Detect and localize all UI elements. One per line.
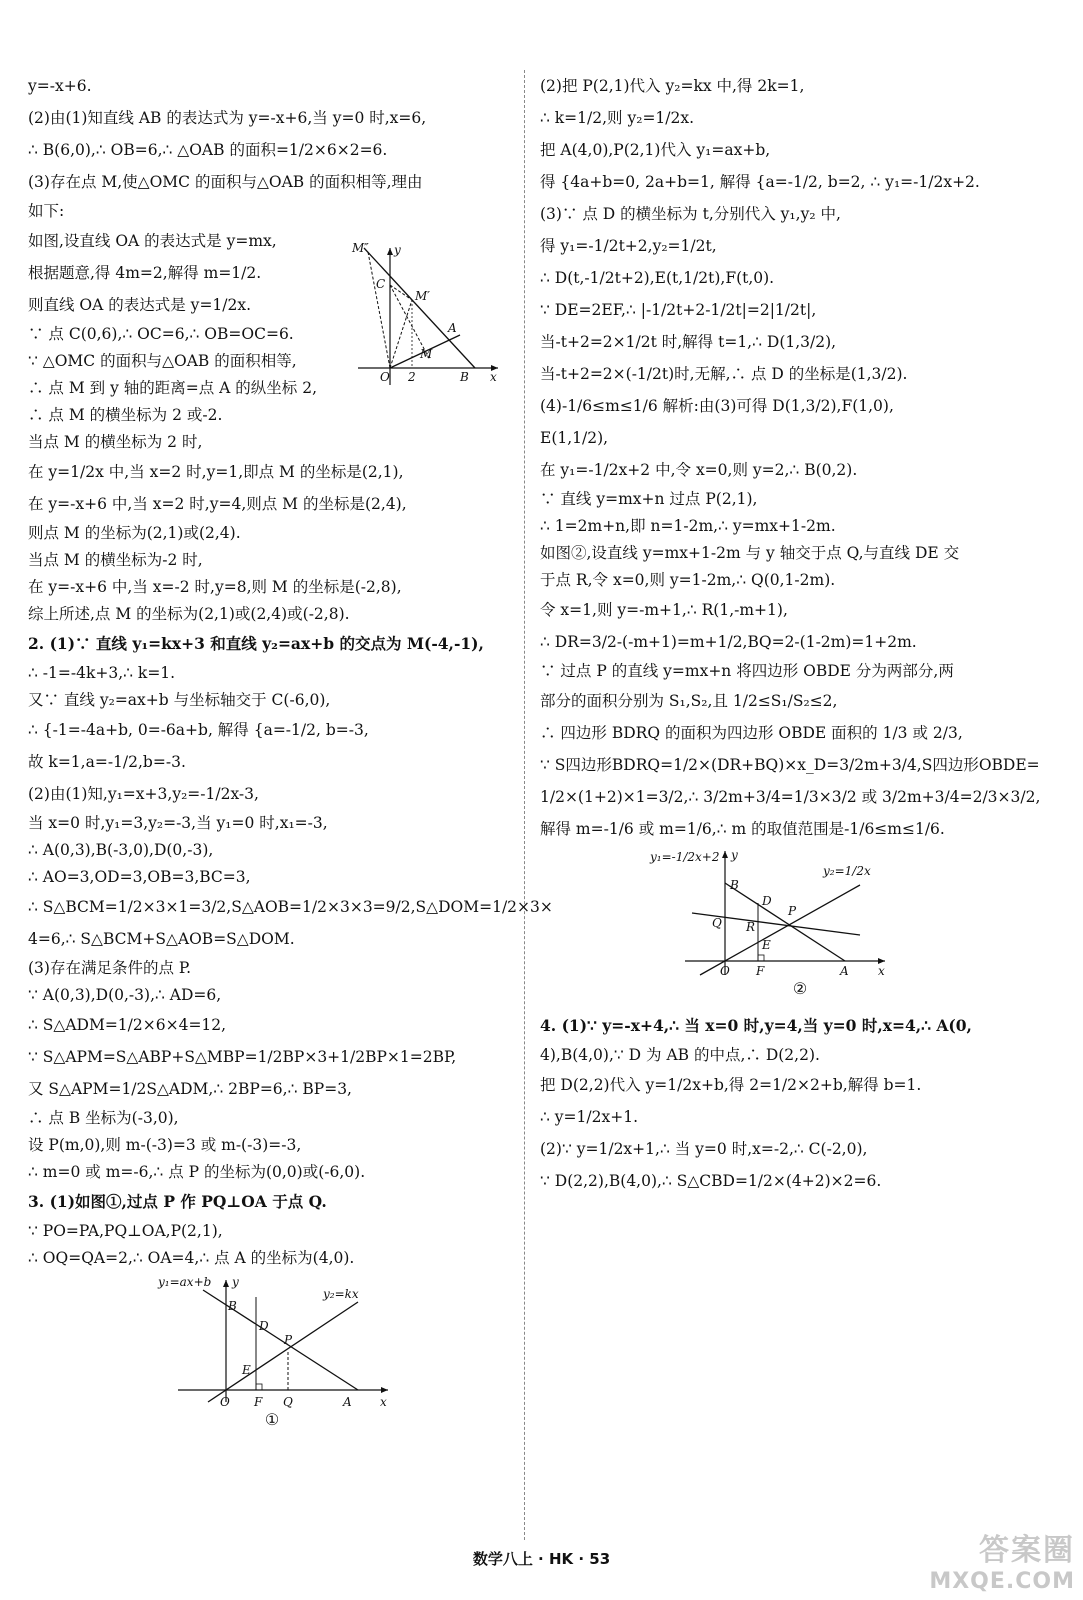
figure-2-label: F xyxy=(756,964,765,978)
text-line: 综上所述,点 M 的坐标为(2,1)或(2,4)或(-2,8). xyxy=(28,605,350,623)
figure-2-label: R xyxy=(746,920,756,934)
figure-2-label: y₁=-1/2x+2 xyxy=(650,850,720,864)
figure-1-label: F xyxy=(254,1395,263,1409)
text-line: 又∵ 直线 y₂=ax+b 与坐标轴交于 C(-6,0), xyxy=(28,691,331,709)
text-line: 得 {4a+b=0, 2a+b=1, 解得 {a=-1/2, b=2, ∴ y₁=-1/2x+2. xyxy=(540,173,980,191)
text-line: ∵ 点 C(0,6),∴ OC=6,∴ OB=OC=6. xyxy=(28,325,294,343)
text-line: ∴ 1=2m+n,即 n=1-2m,∴ y=mx+1-2m. xyxy=(540,517,836,535)
text-line: ∴ OQ=QA=2,∴ OA=4,∴ 点 A 的坐标为(4,0). xyxy=(28,1249,355,1267)
figure-1-label: y₂=kx xyxy=(323,1287,359,1301)
text-line: ∴ AO=3,OD=3,OB=3,BC=3, xyxy=(28,868,251,886)
text-line: ∵ S△APM=S△ABP+S△MBP=1/2BP×3+1/2BP×1=2BP, xyxy=(28,1048,457,1066)
text-line: ∴ k=1/2,则 y₂=1/2x. xyxy=(540,109,695,127)
figure-m-label: 2 xyxy=(408,370,416,384)
text-line: 如下: xyxy=(28,202,65,220)
figure-1-label: O xyxy=(220,1395,230,1409)
figure-m-label: C xyxy=(376,277,386,291)
text-line: ∴ 点 B 坐标为(-3,0), xyxy=(28,1109,179,1127)
figure-1-label: y xyxy=(232,1275,239,1289)
text-line: ∵ A(0,3),D(0,-3),∴ AD=6, xyxy=(28,986,222,1004)
text-line: ∴ D(t,-1/2t+2),E(t,1/2t),F(t,0). xyxy=(540,269,775,287)
text-line: (2)由(1)知,y₁=x+3,y₂=-1/2x-3, xyxy=(28,785,259,803)
text-line: ∴ m=0 或 m=-6,∴ 点 P 的坐标为(0,0)或(-6,0). xyxy=(28,1163,366,1181)
figure-1-label: E xyxy=(242,1363,251,1377)
watermark-url: MXQE.COM xyxy=(929,1569,1075,1594)
text-line: ∴ 点 M 的横坐标为 2 或-2. xyxy=(28,406,223,424)
figure-1-svg xyxy=(28,1272,516,1412)
figure-m-label: x xyxy=(490,370,497,384)
figure-m-label: M′ xyxy=(415,289,431,303)
text-line: (2)∵ y=1/2x+1,∴ 当 y=0 时,x=-2,∴ C(-2,0), xyxy=(540,1140,868,1158)
watermark-text: 答案圈 xyxy=(979,1533,1075,1568)
figure-m-svg xyxy=(350,240,510,390)
figure-1-caption: ① xyxy=(264,1410,280,1429)
text-line: 2. (1)∵ 直线 y₁=kx+3 和直线 y₂=ax+b 的交点为 M(-4,-1), xyxy=(28,634,484,653)
text-line: (3)存在点 M,使△OMC 的面积与△OAB 的面积相等,理由 xyxy=(28,173,423,191)
text-line: 于点 R,令 x=0,则 y=1-2m,∴ Q(0,1-2m). xyxy=(540,571,836,589)
text-line: ∵ PO=PA,PQ⊥OA,P(2,1), xyxy=(28,1222,223,1240)
text-line: ∴ DR=3/2-(-m+1)=m+1/2,BQ=2-(1-2m)=1+2m. xyxy=(540,633,917,651)
text-line: ∵ 过点 P 的直线 y=mx+n 将四边形 OBDE 分为两部分,两 xyxy=(540,662,954,680)
text-line: (3)∵ 点 D 的横坐标为 t,分别代入 y₁,y₂ 中, xyxy=(540,205,841,223)
text-line: ∵ D(2,2),B(4,0),∴ S△CBD=1/2×(4+2)×2=6. xyxy=(540,1172,882,1190)
text-line: 在 y=-x+6 中,当 x=-2 时,y=8,则 M 的坐标是(-2,8), xyxy=(28,578,402,596)
figure-2-label: x xyxy=(878,964,885,978)
figure-2-label: Q xyxy=(712,916,722,930)
text-line: 当点 M 的横坐标为-2 时, xyxy=(28,551,203,569)
text-line: 4. (1)∵ y=-x+4,∴ 当 x=0 时,y=4,当 y=0 时,x=4,∴ A(0, xyxy=(540,1016,972,1035)
figure-2-label: D xyxy=(762,894,772,908)
figure-2 xyxy=(540,845,1060,1010)
text-line: 1/2×(1+2)×1=3/2,∴ 3/2m+3/4=1/3×3/2 或 3/2m+3/4=2/3×3/2, xyxy=(540,788,1041,806)
figure-1-label: B xyxy=(228,1299,237,1313)
text-line: (2)由(1)知直线 AB 的表达式为 y=-x+6,当 y=0 时,x=6, xyxy=(28,109,427,127)
text-line: 当 x=0 时,y₁=3,y₂=-3,当 y₁=0 时,x₁=-3, xyxy=(28,814,328,832)
text-line: (2)把 P(2,1)代入 y₂=kx 中,得 2k=1, xyxy=(540,77,805,95)
text-line: 如图②,设直线 y=mx+1-2m 与 y 轴交于点 Q,与直线 DE 交 xyxy=(540,544,960,562)
page-footer: 数学八上 · HK · 53 xyxy=(472,1550,611,1568)
text-line: 解得 m=-1/6 或 m=1/6,∴ m 的取值范围是-1/6≤m≤1/6. xyxy=(540,820,945,838)
text-line: 则点 M 的坐标为(2,1)或(2,4). xyxy=(28,524,241,542)
text-line: ∴ 四边形 BDRQ 的面积为四边形 OBDE 面积的 1/3 或 2/3, xyxy=(540,724,963,742)
figure-2-caption: ② xyxy=(792,979,808,998)
text-line: 当点 M 的横坐标为 2 时, xyxy=(28,433,203,451)
figure-m xyxy=(350,240,510,390)
text-line: ∴ S△ADM=1/2×6×4=12, xyxy=(28,1016,227,1034)
figure-m-label: M xyxy=(420,347,433,361)
text-line: 当-t+2=2×1/2t 时,解得 t=1,∴ D(1,3/2), xyxy=(540,333,837,351)
text-line: y=-x+6. xyxy=(28,77,92,95)
figure-2-label: y₂=1/2x xyxy=(823,864,871,878)
figure-2-label: B xyxy=(730,878,739,892)
problem-4 xyxy=(540,1010,1060,1197)
text-line: 4),B(4,0),∵ D 为 AB 的中点,∴ D(2,2). xyxy=(540,1046,820,1064)
figure-1-label: A xyxy=(343,1395,352,1409)
figure-2-svg xyxy=(540,845,1060,983)
text-line: 在 y₁=-1/2x+2 中,令 x=0,则 y=2,∴ B(0,2). xyxy=(540,461,858,479)
text-line: 在 y=-x+6 中,当 x=2 时,y=4,则点 M 的坐标是(2,4), xyxy=(28,495,407,513)
text-line: 则直线 OA 的表达式是 y=1/2x. xyxy=(28,296,252,314)
text-line: (4)-1/6≤m≤1/6 解析:由(3)可得 D(1,3/2),F(1,0), xyxy=(540,397,894,415)
text-line: 4=6,∴ S△BCM+S△AOB=S△DOM. xyxy=(28,930,295,948)
figure-1-label: D xyxy=(259,1319,269,1333)
text-line: 把 A(4,0),P(2,1)代入 y₁=ax+b, xyxy=(540,141,771,159)
figure-2-label: y xyxy=(731,848,738,862)
figure-1-label: Q xyxy=(283,1395,293,1409)
figure-2-label: E xyxy=(762,938,771,952)
text-line: 在 y=1/2x 中,当 x=2 时,y=1,即点 M 的坐标是(2,1), xyxy=(28,463,404,481)
text-line: ∴ -1=-4k+3,∴ k=1. xyxy=(28,664,176,682)
figure-1-label: y₁=ax+b xyxy=(158,1275,212,1289)
text-line: ∵ DE=2EF,∴ |-1/2t+2-1/2t|=2|1/2t|, xyxy=(540,301,817,319)
text-line: 把 D(2,2)代入 y=1/2x+b,得 2=1/2×2+b,解得 b=1. xyxy=(540,1076,922,1094)
figure-2-label: A xyxy=(840,964,849,978)
text-line: 得 y₁=-1/2t+2,y₂=1/2t, xyxy=(540,237,717,255)
text-line: 如图,设直线 OA 的表达式是 y=mx, xyxy=(28,232,277,250)
text-line: E(1,1/2), xyxy=(540,429,609,447)
text-line: ∴ A(0,3),B(-3,0),D(0,-3), xyxy=(28,841,214,859)
figure-1 xyxy=(28,1272,516,1432)
text-line: ∴ S△BCM=1/2×3×1=3/2,S△AOB=1/2×3×3=9/2,S△DOM=1/2×3× xyxy=(28,898,553,916)
text-line: 3. (1)如图①,过点 P 作 PQ⊥OA 于点 Q. xyxy=(28,1192,327,1211)
text-line: 令 x=1,则 y=-m+1,∴ R(1,-m+1), xyxy=(540,601,788,619)
text-line: ∴ y=1/2x+1. xyxy=(540,1108,638,1126)
text-line: ∵ S四边形BDRQ=1/2×(DR+BQ)×x_D=3/2m+3/4,S四边形OBDE= xyxy=(540,756,1040,774)
text-line: 部分的面积分别为 S₁,S₂,且 1/2≤S₁/S₂≤2, xyxy=(540,692,838,710)
text-line: ∴ {-1=-4a+b, 0=-6a+b, 解得 {a=-1/2, b=-3, xyxy=(28,721,369,739)
figure-m-label: B xyxy=(460,370,469,384)
figure-m-label: O xyxy=(380,370,390,384)
text-line: 根据题意,得 4m=2,解得 m=1/2. xyxy=(28,264,262,282)
figure-1-label: x xyxy=(380,1395,387,1409)
column-divider xyxy=(524,70,525,1540)
figure-2-label: P xyxy=(788,904,797,918)
figure-1-label: P xyxy=(284,1333,293,1347)
text-line: ∵ △OMC 的面积与△OAB 的面积相等, xyxy=(28,352,297,370)
figure-m-label: M″ xyxy=(352,241,369,255)
text-line: 当-t+2=2×(-1/2t)时,无解,∴ 点 D 的坐标是(1,3/2). xyxy=(540,365,908,383)
figure-2-label: O xyxy=(720,964,730,978)
text-line: 故 k=1,a=-1/2,b=-3. xyxy=(28,753,186,771)
figure-m-label: y xyxy=(394,243,401,257)
text-line: ∴ 点 M 到 y 轴的距离=点 A 的纵坐标 2, xyxy=(28,379,318,397)
text-line: 设 P(m,0),则 m-(-3)=3 或 m-(-3)=-3, xyxy=(28,1136,302,1154)
text-line: 又 S△APM=1/2S△ADM,∴ 2BP=6,∴ BP=3, xyxy=(28,1080,352,1098)
watermark xyxy=(929,1525,1075,1594)
text-line: (3)存在满足条件的点 P. xyxy=(28,959,192,977)
right-column xyxy=(540,70,1060,1197)
text-line: ∵ 直线 y=mx+n 过点 P(2,1), xyxy=(540,490,758,508)
text-line: ∴ B(6,0),∴ OB=6,∴ △OAB 的面积=1/2×6×2=6. xyxy=(28,141,388,159)
figure-m-label: A xyxy=(448,321,457,335)
